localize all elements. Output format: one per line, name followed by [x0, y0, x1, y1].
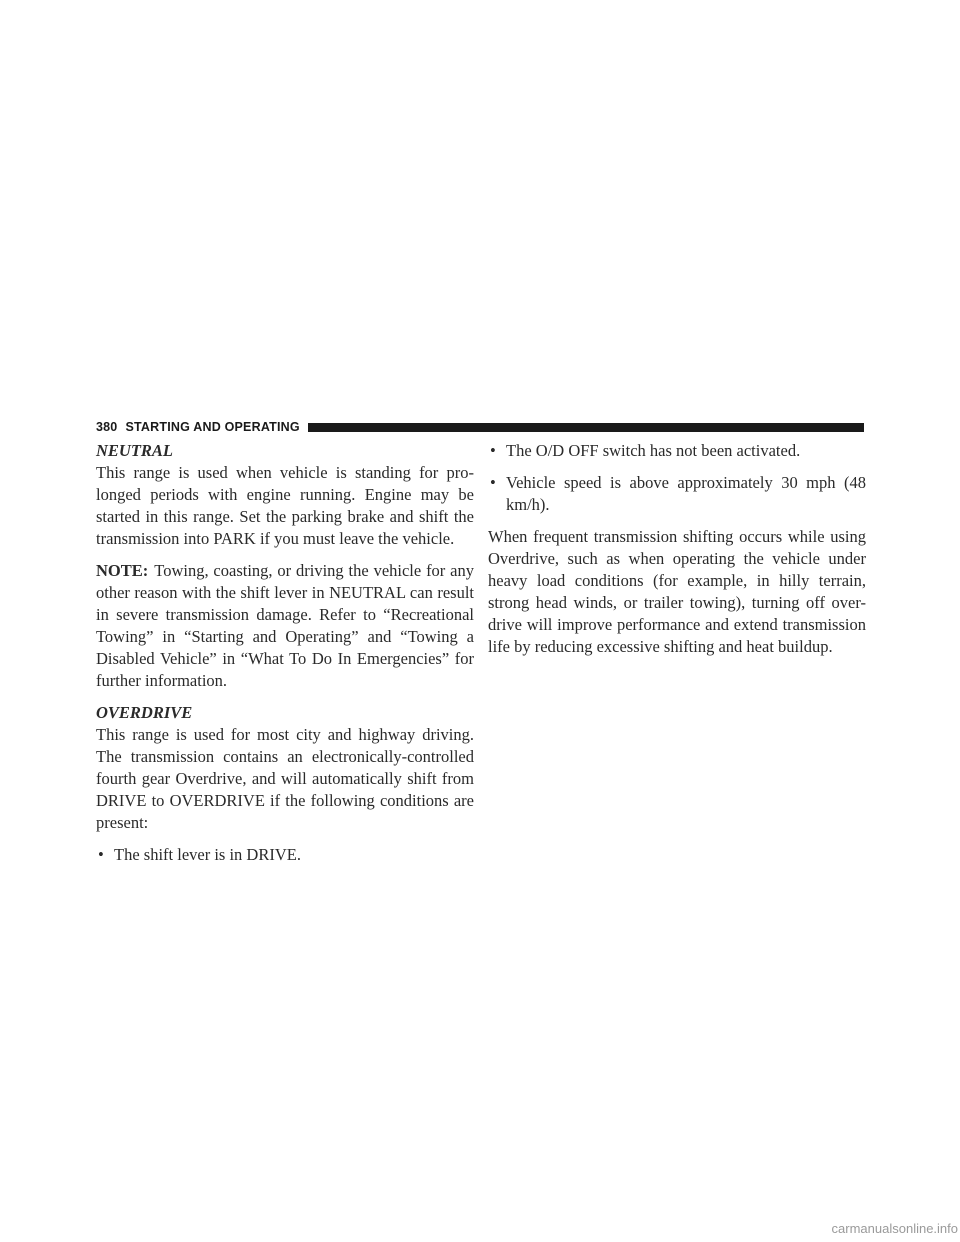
list-item-text: Vehicle speed is above approximately 30 mph (48 km/h). — [506, 473, 866, 514]
list-item-text: The O/D OFF switch has not been activated. — [506, 441, 801, 460]
note-label: NOTE: — [96, 561, 149, 580]
list-item-text: The shift lever is in DRIVE. — [114, 845, 301, 864]
neutral-heading: NEUTRAL — [96, 441, 174, 460]
page-number: 380 — [96, 420, 118, 434]
note-paragraph — [96, 560, 474, 692]
right-column — [488, 440, 866, 668]
bullet-icon: • — [490, 473, 496, 492]
neutral-paragraph: This range is used when vehicle is standing for pro-longed periods with engine running. Engine may be started in this range. Set the parking brake and shift the transmission into PARK if you must leave the vehicle. — [96, 463, 474, 548]
watermark: carmanualsonline.info — [831, 1221, 958, 1236]
left-bullet-list — [96, 844, 474, 866]
overdrive-off-paragraph: When frequent transmission shifting occurs while using Overdrive, such as when operating the vehicle under heavy load conditions (for example, in hilly terrain, strong head winds, or trailer towing), turning off over-drive will improve performance and extend transmission life by reducing excessive shifting and heat buildup. — [488, 527, 866, 656]
note-text: Towing, coasting, or driving the vehicle for any other reason with the shift lever in NEUTRAL can result in severe transmission damage. Refer to “Recreational Towing” in “Starting and Operating” and “Towing a Disabled Vehicle” in “What To Do In Emergencies” for further information. — [96, 561, 474, 690]
left-column — [96, 440, 474, 876]
right-bullet-list — [488, 440, 866, 516]
header-rule — [308, 423, 864, 432]
list-item — [96, 844, 474, 866]
page-header — [96, 420, 864, 434]
section-title: STARTING AND OPERATING — [125, 420, 300, 434]
bullet-icon: • — [98, 845, 104, 864]
overdrive-heading: OVERDRIVE — [96, 703, 193, 722]
overdrive-paragraph: This range is used for most city and highway driving. The transmission contains an electronically-controlled fourth gear Overdrive, and will automatically shift from DRIVE to OVERDRIVE if the following conditions are present: — [96, 725, 474, 832]
bullet-icon: • — [490, 441, 496, 460]
list-item — [488, 472, 866, 516]
list-item — [488, 440, 866, 462]
